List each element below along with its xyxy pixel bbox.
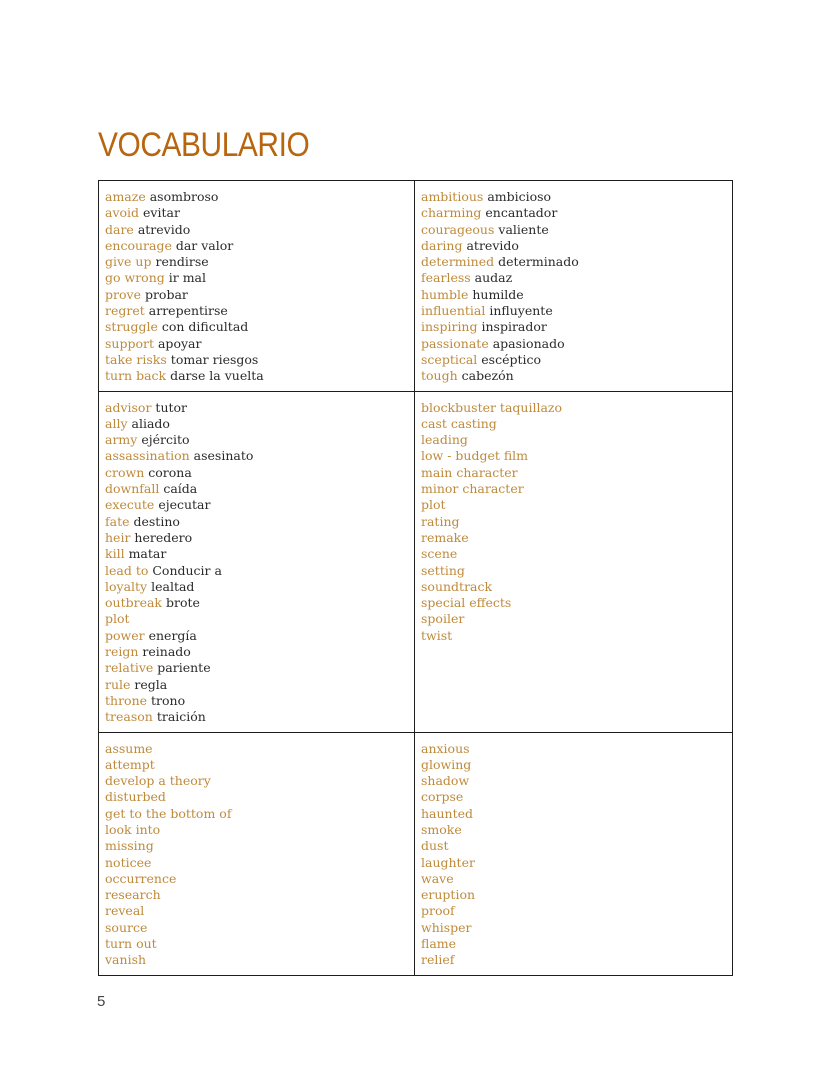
spanish-translation: destino xyxy=(133,513,180,529)
spanish-translation: apasionado xyxy=(492,335,565,351)
vocab-entry xyxy=(421,579,726,595)
english-term: soundtrack xyxy=(421,578,493,594)
vocab-entry xyxy=(105,644,408,660)
vocab-entry xyxy=(105,887,408,903)
vocab-entry xyxy=(105,822,408,838)
english-term: power xyxy=(105,627,145,643)
english-term: lead to xyxy=(105,562,149,578)
vocab-entry xyxy=(421,822,726,838)
english-term: get to the bottom of xyxy=(105,805,232,821)
vocab-entry xyxy=(105,481,408,497)
english-term: advisor xyxy=(105,399,152,415)
english-term: spoiler xyxy=(421,611,465,627)
spanish-translation: cabezón xyxy=(461,368,514,384)
english-term: rating xyxy=(421,513,460,529)
english-term: dare xyxy=(105,221,134,237)
vocab-entry xyxy=(421,303,726,319)
english-term: glowing xyxy=(421,756,472,772)
vocab-entry xyxy=(105,952,408,968)
english-term: rule xyxy=(105,676,131,692)
vocab-entry xyxy=(421,855,726,871)
spanish-translation: evitar xyxy=(143,205,180,221)
english-term: kill xyxy=(105,546,125,562)
english-term: treason xyxy=(105,709,153,725)
english-term: turn out xyxy=(105,936,157,952)
spanish-translation: darse la vuelta xyxy=(170,368,264,384)
english-term: develop a theory xyxy=(105,773,211,789)
english-term: scene xyxy=(421,546,458,562)
vocab-entry xyxy=(421,628,726,644)
vocab-entry xyxy=(105,855,408,871)
spanish-translation: ejército xyxy=(141,432,190,448)
english-term: assume xyxy=(105,740,153,756)
vocab-entry xyxy=(421,595,726,611)
english-term: inspiring xyxy=(421,319,478,335)
english-term: throne xyxy=(105,692,148,708)
vocab-entry xyxy=(421,920,726,936)
vocab-entry xyxy=(421,936,726,952)
vocabulary-table xyxy=(98,180,733,976)
english-term: relief xyxy=(421,952,455,968)
english-term: go wrong xyxy=(105,270,165,286)
english-term: shadow xyxy=(421,773,470,789)
vocab-entry xyxy=(105,497,408,513)
vocab-entry xyxy=(421,530,726,546)
vocab-entry xyxy=(105,838,408,854)
vocab-entry xyxy=(105,222,408,238)
spanish-translation: dar valor xyxy=(175,237,234,253)
vocab-entry xyxy=(421,741,726,757)
english-term: noticee xyxy=(105,854,152,870)
vocab-entry xyxy=(105,448,408,464)
english-term: sceptical xyxy=(421,351,478,367)
vocab-entry xyxy=(105,400,408,416)
english-term: proof xyxy=(421,903,455,919)
spanish-translation: probar xyxy=(144,286,188,302)
vocab-entry xyxy=(105,757,408,773)
vocab-entry xyxy=(421,416,726,432)
english-term: haunted xyxy=(421,805,474,821)
english-term: whisper xyxy=(421,919,472,935)
vocab-entry xyxy=(105,773,408,789)
vocab-entry xyxy=(421,871,726,887)
vocab-entry xyxy=(421,254,726,270)
vocab-entry xyxy=(105,465,408,481)
vocab-entry xyxy=(105,628,408,644)
english-term: heir xyxy=(105,529,131,545)
spanish-translation: con dificultad xyxy=(161,319,249,335)
english-term: fearless xyxy=(421,270,471,286)
vocab-entry xyxy=(105,741,408,757)
spanish-translation: heredero xyxy=(134,529,193,545)
vocab-entry xyxy=(421,903,726,919)
english-term: influential xyxy=(421,303,486,319)
vocab-entry xyxy=(421,432,726,448)
vocab-entry xyxy=(105,189,408,205)
spanish-translation: atrevido xyxy=(137,221,191,237)
spanish-translation: regla xyxy=(134,676,168,692)
english-term: relative xyxy=(105,660,154,676)
vocab-entry xyxy=(105,238,408,254)
english-term: twist xyxy=(421,627,453,643)
vocab-entry xyxy=(105,270,408,286)
spanish-translation: ir mal xyxy=(168,270,206,286)
english-term: charming xyxy=(421,205,482,221)
english-term: humble xyxy=(421,286,469,302)
english-term: execute xyxy=(105,497,155,513)
english-term: regret xyxy=(105,303,145,319)
page-number: 5 xyxy=(97,993,106,1010)
vocab-entry xyxy=(105,693,408,709)
english-term: ally xyxy=(105,415,128,431)
vocab-entry xyxy=(421,448,726,464)
english-term: support xyxy=(105,335,154,351)
spanish-translation: apoyar xyxy=(157,335,202,351)
vocab-cell xyxy=(415,181,733,392)
english-term: source xyxy=(105,919,148,935)
english-term: encourage xyxy=(105,237,172,253)
english-term: daring xyxy=(421,237,463,253)
vocab-entry xyxy=(105,936,408,952)
vocab-entry xyxy=(105,530,408,546)
english-term: take risks xyxy=(105,351,167,367)
vocab-section-adjectives-verbs xyxy=(99,181,733,392)
english-term: struggle xyxy=(105,319,158,335)
vocab-entry xyxy=(105,336,408,352)
spanish-translation: caída xyxy=(163,481,198,497)
english-term: disturbed xyxy=(105,789,166,805)
vocab-entry xyxy=(105,432,408,448)
vocab-entry xyxy=(421,319,726,335)
english-term: minor character xyxy=(421,481,524,497)
spanish-translation: arrepentirse xyxy=(148,303,228,319)
vocab-entry xyxy=(421,205,726,221)
vocab-entry xyxy=(105,254,408,270)
vocab-entry xyxy=(421,952,726,968)
english-term: anxious xyxy=(421,740,470,756)
spanish-translation: determinado xyxy=(498,254,579,270)
english-term: attempt xyxy=(105,756,155,772)
english-term: outbreak xyxy=(105,595,163,611)
english-term: courageous xyxy=(421,221,495,237)
page-title: VOCABULARIO xyxy=(98,126,310,164)
vocab-entry xyxy=(105,595,408,611)
spanish-translation: Conducir a xyxy=(152,562,222,578)
spanish-translation: tutor xyxy=(155,399,188,415)
english-term: passionate xyxy=(421,335,489,351)
english-term: laughter xyxy=(421,854,475,870)
vocab-entry xyxy=(105,303,408,319)
vocab-entry xyxy=(105,579,408,595)
vocab-entry xyxy=(421,514,726,530)
spanish-translation: pariente xyxy=(157,660,211,676)
vocab-entry xyxy=(421,238,726,254)
english-term: loyalty xyxy=(105,578,148,594)
english-term: look into xyxy=(105,821,161,837)
spanish-translation: brote xyxy=(166,595,200,611)
spanish-translation: reinado xyxy=(142,644,191,660)
english-term: missing xyxy=(105,838,154,854)
vocab-entry xyxy=(105,660,408,676)
vocab-entry xyxy=(421,887,726,903)
vocab-entry xyxy=(105,677,408,693)
spanish-translation: corona xyxy=(148,464,192,480)
english-term: prove xyxy=(105,286,141,302)
english-term: plot xyxy=(105,611,130,627)
english-term: reveal xyxy=(105,903,145,919)
vocab-entry xyxy=(421,757,726,773)
spanish-translation: trono xyxy=(151,692,186,708)
vocab-entry xyxy=(105,920,408,936)
english-term: plot xyxy=(421,497,446,513)
vocab-entry xyxy=(421,368,726,384)
vocab-entry xyxy=(421,611,726,627)
vocab-cell xyxy=(99,391,415,732)
spanish-translation: traición xyxy=(156,709,206,725)
vocab-section-history-film xyxy=(99,391,733,732)
spanish-translation: tomar riesgos xyxy=(170,351,259,367)
vocab-cell xyxy=(99,181,415,392)
spanish-translation: influyente xyxy=(489,303,553,319)
spanish-translation: ejecutar xyxy=(158,497,211,513)
vocab-entry xyxy=(421,481,726,497)
spanish-translation: inspirador xyxy=(481,319,547,335)
spanish-translation: ambicioso xyxy=(487,189,552,204)
vocab-entry xyxy=(421,497,726,513)
vocab-entry xyxy=(421,838,726,854)
vocab-cell xyxy=(99,732,415,975)
english-term: tough xyxy=(421,368,458,384)
english-term: ambitious xyxy=(421,189,484,204)
english-term: give up xyxy=(105,254,152,270)
vocab-section-mystery xyxy=(99,732,733,975)
english-term: main character xyxy=(421,464,518,480)
spanish-translation: asesinato xyxy=(193,448,254,464)
vocab-entry xyxy=(105,871,408,887)
vocab-entry xyxy=(421,270,726,286)
vocab-entry xyxy=(105,806,408,822)
spanish-translation: audaz xyxy=(474,270,513,286)
vocab-entry xyxy=(105,514,408,530)
vocab-entry xyxy=(105,205,408,221)
vocab-entry xyxy=(421,222,726,238)
english-term: determined xyxy=(421,254,495,270)
spanish-translation: escéptico xyxy=(481,351,542,367)
vocab-entry xyxy=(421,465,726,481)
english-term: blockbuster taquillazo xyxy=(421,399,563,415)
english-term: leading xyxy=(421,432,468,448)
english-term: amaze xyxy=(105,189,146,204)
vocab-entry xyxy=(421,400,726,416)
vocab-cell xyxy=(415,391,733,732)
english-term: research xyxy=(105,887,161,903)
vocab-entry xyxy=(421,336,726,352)
spanish-translation: atrevido xyxy=(466,237,519,253)
vocab-entry xyxy=(105,416,408,432)
vocab-entry xyxy=(105,319,408,335)
english-term: avoid xyxy=(105,205,140,221)
vocab-entry xyxy=(105,789,408,805)
spanish-translation: matar xyxy=(128,546,167,562)
vocab-entry xyxy=(421,789,726,805)
spanish-translation: asombroso xyxy=(149,189,219,204)
vocab-entry xyxy=(105,611,408,627)
spanish-translation: valiente xyxy=(498,221,549,237)
vocab-entry xyxy=(105,352,408,368)
spanish-translation: encantador xyxy=(485,205,558,221)
spanish-translation: energía xyxy=(148,627,197,643)
english-term: dust xyxy=(421,838,449,854)
english-term: vanish xyxy=(105,952,147,968)
spanish-translation: humilde xyxy=(472,286,524,302)
english-term: remake xyxy=(421,529,469,545)
english-term: setting xyxy=(421,562,465,578)
vocab-entry xyxy=(421,287,726,303)
english-term: reign xyxy=(105,644,139,660)
english-term: cast casting xyxy=(421,415,497,431)
vocab-entry xyxy=(421,563,726,579)
vocab-entry xyxy=(421,546,726,562)
english-term: wave xyxy=(421,870,454,886)
vocab-entry xyxy=(105,563,408,579)
spanish-translation: rendirse xyxy=(155,254,209,270)
spanish-translation: aliado xyxy=(131,415,170,431)
english-term: army xyxy=(105,432,138,448)
vocab-entry xyxy=(105,903,408,919)
english-term: low - budget film xyxy=(421,448,529,464)
vocab-entry xyxy=(105,368,408,384)
vocab-entry xyxy=(421,773,726,789)
vocab-cell xyxy=(415,732,733,975)
vocab-entry xyxy=(421,806,726,822)
vocab-entry xyxy=(105,287,408,303)
english-term: eruption xyxy=(421,887,476,903)
english-term: flame xyxy=(421,936,457,952)
english-term: corpse xyxy=(421,789,464,805)
english-term: smoke xyxy=(421,821,462,837)
english-term: downfall xyxy=(105,481,160,497)
english-term: occurrence xyxy=(105,870,177,886)
english-term: special effects xyxy=(421,595,512,611)
english-term: assassination xyxy=(105,448,190,464)
english-term: fate xyxy=(105,513,130,529)
vocab-entry xyxy=(105,709,408,725)
english-term: crown xyxy=(105,464,145,480)
vocab-entry xyxy=(421,189,726,205)
spanish-translation: lealtad xyxy=(151,578,195,594)
english-term: turn back xyxy=(105,368,167,384)
vocab-entry xyxy=(105,546,408,562)
vocab-entry xyxy=(421,352,726,368)
